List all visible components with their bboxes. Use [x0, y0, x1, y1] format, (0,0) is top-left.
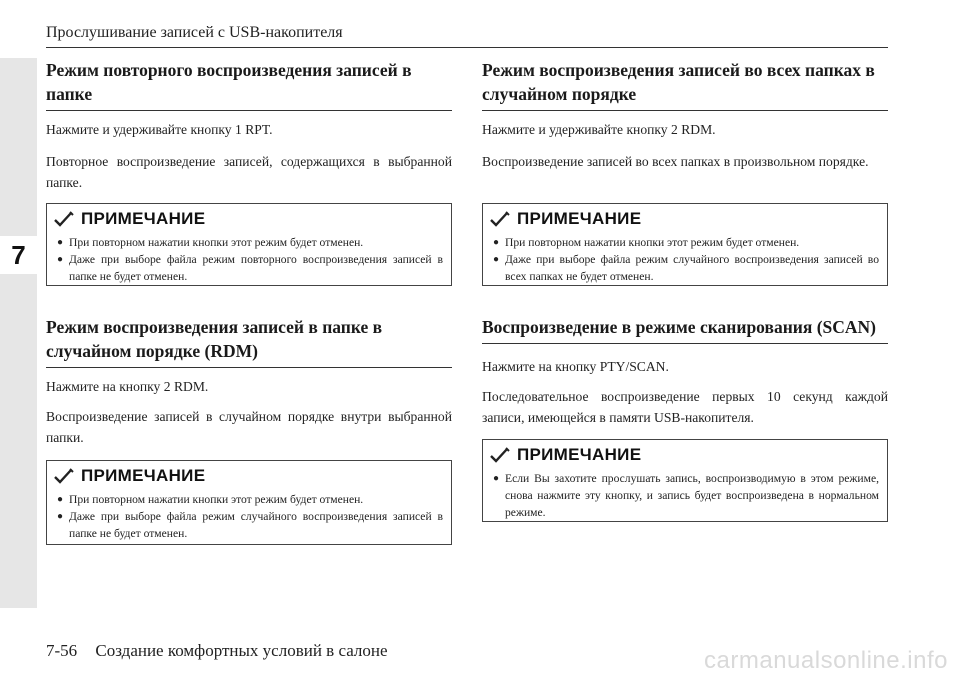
watermark: carmanualsonline.info	[704, 647, 948, 674]
description-text: Последовательное воспроизведение первых 10 секунд каждой записи, имеющейся в памяти USB-накопителя.	[482, 389, 888, 425]
instruction-text: Нажмите на кнопку PTY/SCAN.	[482, 359, 669, 374]
note-item: ● При повторном нажатии кнопки этот режим будет отменен.	[57, 236, 364, 249]
running-title: Прослушивание записей с USB-накопителя	[46, 24, 343, 41]
note-item: ● Даже при выборе файла режим случайного воспроизведения записей во всех папках не будет отменен.	[493, 253, 879, 283]
note-title: ПРИМЕЧАНИЕ	[517, 445, 642, 464]
note-item: ● Даже при выборе файла режим случайного воспроизведения записей в папке не будет отменен.	[57, 510, 443, 540]
page-number: 7-56	[46, 641, 78, 660]
bullet-icon: ●	[493, 473, 500, 484]
note-header	[47, 461, 451, 491]
note-box	[46, 203, 452, 286]
instruction-text: Нажмите и удерживайте кнопку 2 RDM.	[482, 122, 716, 137]
pencil-check-icon	[53, 210, 75, 228]
section-name: Создание комфортных условий в салоне	[95, 641, 388, 660]
header-rule	[46, 47, 888, 48]
note-header	[47, 204, 451, 234]
bullet-icon: ●	[493, 254, 500, 265]
note-title: ПРИМЕЧАНИЕ	[517, 209, 642, 228]
note-box	[482, 203, 888, 286]
section-title-folder-random: Режим воспроизведения записей в папке в случайном порядке (RDM)	[46, 315, 452, 368]
pencil-check-icon	[489, 446, 511, 464]
bullet-icon: ●	[57, 494, 64, 505]
note-header	[483, 204, 887, 234]
note-item: ● При повторном нажатии кнопки этот режим будет отменен.	[493, 236, 800, 249]
section-title-folder-repeat: Режим повторного воспроизведения записей в папке	[46, 58, 452, 111]
note-item: ● Даже при выборе файла режим повторного воспроизведения записей в папке не будет отменен.	[57, 253, 443, 283]
pencil-check-icon	[53, 467, 75, 485]
note-box	[482, 439, 888, 522]
side-strip	[0, 58, 37, 608]
note-box	[46, 460, 452, 545]
pencil-check-icon	[489, 210, 511, 228]
bullet-icon: ●	[493, 237, 500, 248]
note-title: ПРИМЕЧАНИЕ	[81, 466, 206, 485]
description-text: Воспроизведение записей в случайном порядке внутри выбранной папки.	[46, 409, 452, 445]
bullet-icon: ●	[57, 237, 64, 248]
section-title-scan: Воспроизведение в режиме сканирования (SCAN)	[482, 315, 888, 344]
bullet-icon: ●	[57, 511, 64, 522]
description-text: Повторное воспроизведение записей, содержащихся в выбранной папке.	[46, 154, 452, 190]
note-title: ПРИМЕЧАНИЕ	[81, 209, 206, 228]
note-item: ● Если Вы захотите прослушать запись, воспроизводимую в этом режиме, снова нажмите эту кнопку, и запись будет воспроизведена в нормальном режиме.	[493, 472, 879, 519]
page-footer	[46, 641, 388, 661]
note-header	[483, 440, 887, 470]
instruction-text: Нажмите и удерживайте кнопку 1 RPT.	[46, 122, 273, 137]
bullet-icon: ●	[57, 254, 64, 265]
section-title-all-folders-random: Режим воспроизведения записей во всех папках в случайном порядке	[482, 58, 888, 111]
description-text: Воспроизведение записей во всех папках в произвольном порядке.	[482, 154, 869, 169]
instruction-text: Нажмите на кнопку 2 RDM.	[46, 379, 209, 394]
chapter-tab: 7	[0, 236, 37, 274]
note-item: ● При повторном нажатии кнопки этот режим будет отменен.	[57, 493, 364, 506]
